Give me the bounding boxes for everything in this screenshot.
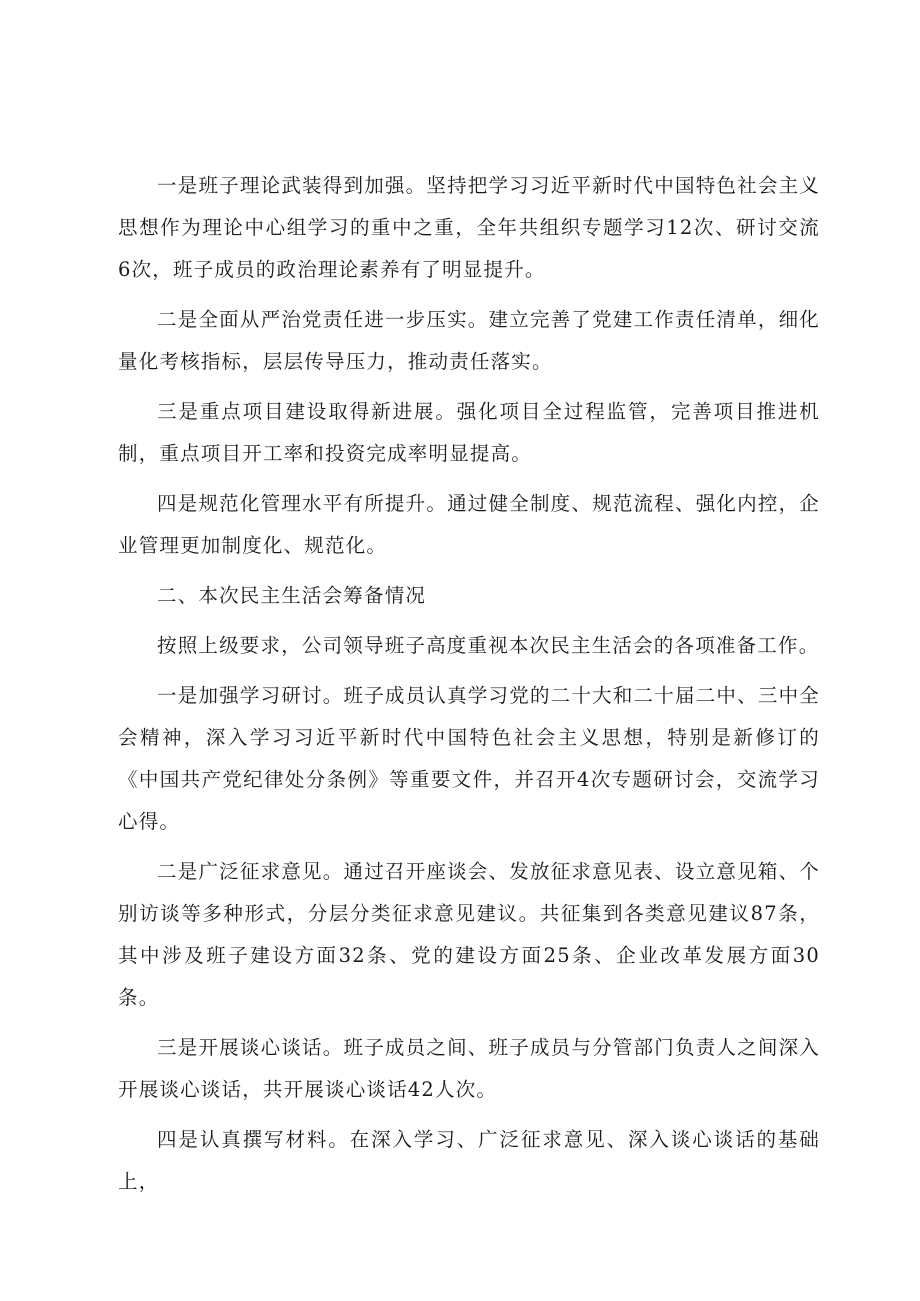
section-heading: 二、本次民主生活会筹备情况 (157, 584, 427, 607)
document-body (118, 165, 820, 1203)
paragraph-key-projects: 三是重点项目建设取得新进展。强化项目全过程监管，完善项目推进机制，重点项目开工率和投资完成率明显提高。 (118, 400, 820, 465)
paragraph-study-discussion: 一是加强学习研讨。班子成员认真学习党的二十大和二十届二中、三中全会精神，深入学习习近平新时代中国特色社会主义思想，特别是新修订的《中国共产党纪律处分条例》等重要文件，并召开4次专题研讨会，交流学习心得。 (118, 684, 820, 833)
paragraph-theory-study: 一是班子理论武装得到加强。坚持把学习习近平新时代中国特色社会主义思想作为理论中心组学习的重中之重，全年共组织专题学习12次、研讨交流6次，班子成员的政治理论素养有了明显提升。 (118, 174, 820, 281)
paragraph-standardized-management: 四是规范化管理水平有所提升。通过健全制度、规范流程、强化内控，企业管理更加制度化、规范化。 (118, 492, 820, 557)
paragraph-party-responsibility: 二是全面从严治党责任进一步压实。建立完善了党建工作责任清单，细化量化考核指标，层层传导压力，推动责任落实。 (118, 308, 820, 373)
paragraph-solicit-opinions: 二是广泛征求意见。通过召开座谈会、发放征求意见表、设立意见箱、个别访谈等多种形式，分层分类征求意见建议。共征集到各类意见建议87条，其中涉及班子建设方面32条、党的建设方面25条、企业改革发展方面30条。 (118, 860, 820, 1009)
paragraph-write-materials: 四是认真撰写材料。在深入学习、广泛征求意见、深入谈心谈话的基础上， (118, 1128, 820, 1193)
paragraph-preparation-intro: 按照上级要求，公司领导班子高度重视本次民主生活会的各项准备工作。 (157, 634, 820, 657)
paragraph-heart-to-heart-talks: 三是开展谈心谈话。班子成员之间、班子成员与分管部门负责人之间深入开展谈心谈话，共开展谈心谈话42人次。 (118, 1036, 820, 1101)
